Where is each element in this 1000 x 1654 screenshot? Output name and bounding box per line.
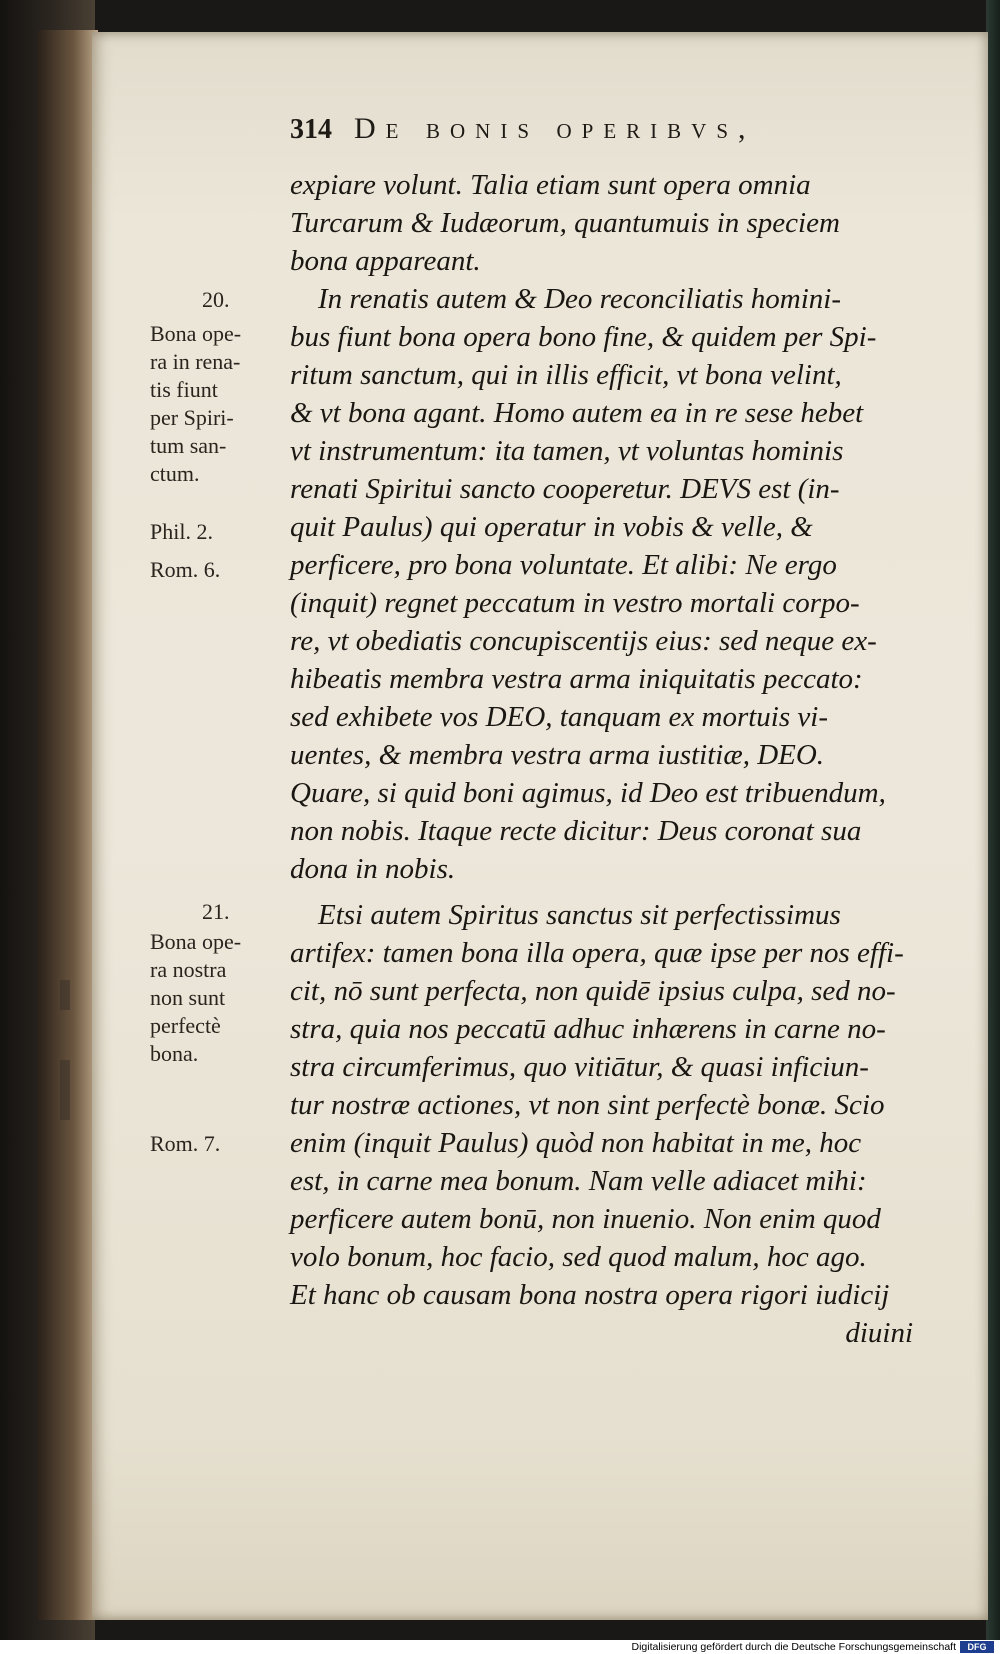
bleed-through-mark xyxy=(60,980,70,1010)
text-line: Et hanc ob causam bona nostra opera rigori iudicij xyxy=(290,1279,890,1311)
margin-note-line: ctum. xyxy=(150,461,200,486)
text-line: non nobis. Itaque recte dicitur: Deus coronat sua xyxy=(290,815,862,847)
margin-note-line: per Spiri- xyxy=(150,405,234,430)
funding-credit: Digitalisierung gefördert durch die Deutsche Forschungsgemeinschaft xyxy=(631,1641,956,1653)
text-line: vt instrumentum: ita tamen, vt voluntas hominis xyxy=(290,435,844,467)
margin-note-line: ra nostra xyxy=(150,957,227,982)
running-head xyxy=(290,112,910,156)
margin-note-line: tum san- xyxy=(150,433,227,458)
page-edge xyxy=(38,30,98,1620)
text-line: perficere autem bonū, non inuenio. Non enim quod xyxy=(290,1203,881,1235)
scripture-reference: Rom. 7. xyxy=(150,1131,221,1156)
section-number: 21. xyxy=(202,899,230,924)
text-line: est, in carne mea bonum. Nam velle adiacet mihi: xyxy=(290,1165,867,1197)
book-cover-right xyxy=(986,0,1000,1640)
text-line: stra circumferimus, quo vitiātur, & quasi inficiun- xyxy=(290,1051,869,1083)
text-line: bus fiunt bona opera bono fine, & quidem per Spi- xyxy=(290,321,877,353)
text-line: sed exhibete vos DEO, tanquam ex mortuis vi- xyxy=(290,701,828,733)
text-line: uentes, & membra vestra arma iustitiæ, DEO. xyxy=(290,739,825,771)
text-line: volo bonum, hoc facio, sed quod malum, hoc ago. xyxy=(290,1241,867,1273)
text-line: & vt bona agant. Homo autem ea in re sese hebet xyxy=(290,397,864,429)
footer-bar xyxy=(0,1640,1000,1654)
scripture-reference: Rom. 6. xyxy=(150,557,221,582)
section-number: 20. xyxy=(202,287,230,312)
text-line: tur nostræ actiones, vt non sint perfectè bonæ. Scio xyxy=(290,1089,885,1121)
text-line: bona appareant. xyxy=(290,245,481,277)
margin-note-line: non sunt xyxy=(150,985,226,1010)
text-line: enim (inquit Paulus) quòd non habitat in me, hoc xyxy=(290,1127,862,1159)
margin-note-line: Bona ope- xyxy=(150,929,242,954)
dfg-logo: DFG xyxy=(960,1641,994,1653)
bleed-through-mark xyxy=(60,1060,70,1120)
text-line: renati Spiritui sancto cooperetur. DEVS est (in- xyxy=(290,473,840,505)
margin-note-line: perfectè xyxy=(150,1013,221,1038)
margin-note-line: Bona ope- xyxy=(150,321,242,346)
text-line: expiare volunt. Talia etiam sunt opera omnia xyxy=(290,169,811,201)
text-line: perficere, pro bona voluntate. Et alibi: Ne ergo xyxy=(290,549,837,581)
text-line: Turcarum & Iudæorum, quantumuis in speciem xyxy=(290,207,840,239)
running-title: De bonis operibvs, xyxy=(354,112,756,145)
page-number: 314 xyxy=(290,114,332,145)
text-line: (inquit) regnet peccatum in vestro mortali corpo- xyxy=(290,587,860,619)
scripture-reference: Phil. 2. xyxy=(150,519,213,544)
catchword: diuini xyxy=(845,1317,913,1349)
text-line: In renatis autem & Deo reconciliatis homini- xyxy=(318,283,841,315)
margin-note-line: bona. xyxy=(150,1041,199,1066)
text-line: ritum sanctum, qui in illis efficit, vt bona velint, xyxy=(290,359,842,391)
text-line: dona in nobis. xyxy=(290,853,456,885)
text-line: artifex: tamen bona illa opera, quæ ipse per nos effi- xyxy=(290,937,904,969)
text-line: hibeatis membra vestra arma iniquitatis peccato: xyxy=(290,663,863,695)
text-line: stra, quia nos peccatū adhuc inhærens in carne no- xyxy=(290,1013,886,1045)
text-line: Quare, si quid boni agimus, id Deo est tribuendum, xyxy=(290,777,886,809)
text-line: re, vt obediatis concupiscentijs eius: sed neque ex- xyxy=(290,625,877,657)
margin-note-line: tis fiunt xyxy=(150,377,218,402)
text-line: Etsi autem Spiritus sanctus sit perfectissimus xyxy=(318,899,841,931)
text-line: cit, nō sunt perfecta, non quidē ipsius culpa, sed no- xyxy=(290,975,896,1007)
margin-note-line: ra in rena- xyxy=(150,349,241,374)
text-line: quit Paulus) qui operatur in vobis & velle, & xyxy=(290,511,813,543)
